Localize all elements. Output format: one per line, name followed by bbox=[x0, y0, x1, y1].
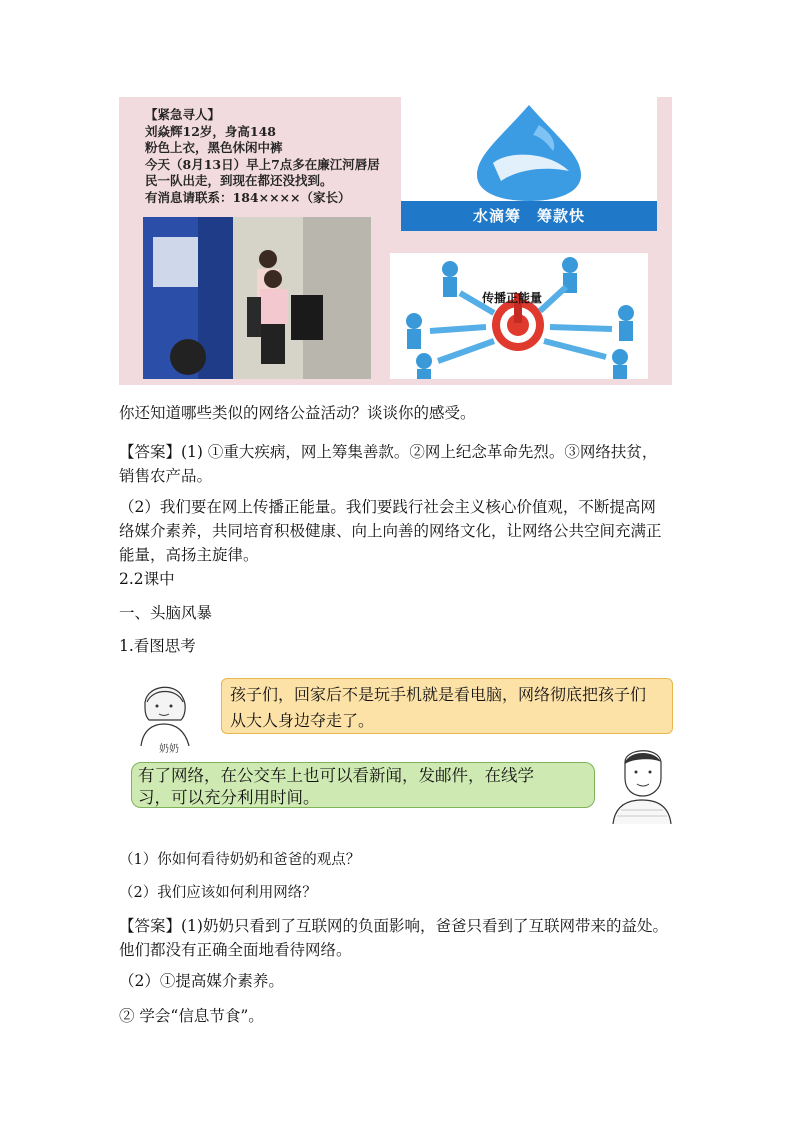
father-speech-bubble bbox=[131, 762, 595, 808]
question-intro: 你还知道哪些类似的网络公益活动？谈谈你的感受。 bbox=[119, 404, 476, 422]
notice-line: 民一队出走，到现在都还没找到。 bbox=[145, 173, 333, 188]
notice-line: 【紧急寻人】 bbox=[145, 107, 221, 122]
bubble-line: 从大人身边夺走了。 bbox=[230, 711, 375, 730]
shuidichou-logo bbox=[401, 97, 657, 231]
bubble-line: 孩子们，回家后不是玩手机就是看电脑，网络彻底把孩子们 bbox=[230, 685, 647, 704]
grandma-illustration bbox=[131, 676, 201, 746]
cartoon-dialogue bbox=[119, 668, 674, 828]
answer-2-line: 他们都没有正确全面地看待网络。 bbox=[119, 941, 352, 959]
bubble-line: 有了网络，在公交车上也可以看新闻，发邮件，在线学 bbox=[138, 766, 534, 785]
answer-1b-line: 能量，高扬主旋律。 bbox=[119, 546, 259, 564]
question-1: （1）你如何看待奶奶和爸爸的观点？ bbox=[119, 852, 361, 868]
father-illustration bbox=[611, 744, 673, 824]
positive-energy-graphic bbox=[390, 253, 648, 379]
section-heading-brainstorm: 一、头脑风暴 bbox=[119, 604, 213, 622]
answer-1-line: 【答案】(1) ①重大疾病，网上筹集善款。②网上纪念革命先烈。③网络扶贫， bbox=[119, 443, 658, 461]
positive-energy-label: 传播正能量 bbox=[482, 291, 543, 305]
answer-1b-line: （2）我们要在网上传播正能量。我们要践行社会主义核心价值观，不断提高网 bbox=[119, 498, 656, 516]
notice-line: 今天（8月13日）早上7点多在廉江河唇居 bbox=[145, 156, 380, 172]
answer-1b bbox=[119, 495, 679, 567]
notice-line: 刘焱辉12岁，身高148 bbox=[145, 123, 276, 139]
answer-2c: ② 学会“信息节食”。 bbox=[119, 1007, 264, 1025]
question-2: （2）我们应该如何利用网络？ bbox=[119, 885, 317, 901]
shuidichou-label: 水滴筹 筹款快 bbox=[401, 201, 657, 231]
notice-line: 有消息请联系：184××××（家长） bbox=[145, 189, 351, 205]
section-heading-look-think: 1.看图思考 bbox=[119, 637, 196, 655]
positive-energy-drawing bbox=[390, 253, 648, 379]
notice-line: 粉色上衣，黑色休闲中裤 bbox=[145, 140, 283, 155]
image-collage bbox=[119, 97, 672, 385]
answer-1b-line: 络媒介素养，共同培育积极健康、向上向善的网络文化，让网络公共空间充满正 bbox=[119, 522, 662, 540]
answer-1-line: 销售农产品。 bbox=[119, 467, 213, 485]
water-drop-icon bbox=[401, 97, 657, 201]
answer-2b: （2）①提高媒介素养。 bbox=[119, 972, 284, 990]
answer-2 bbox=[119, 914, 679, 962]
surveillance-photo-drawing bbox=[143, 217, 371, 379]
missing-person-notice bbox=[145, 107, 380, 206]
section-heading-2-2: 2.2课中 bbox=[119, 570, 175, 588]
grandma-label: 奶奶 bbox=[159, 744, 179, 755]
surveillance-photo bbox=[143, 217, 371, 379]
grandma-speech-bubble bbox=[221, 678, 673, 734]
answer-2-line: 【答案】(1)奶奶只看到了互联网的负面影响，爸爸只看到了互联网带来的益处。 bbox=[119, 917, 668, 935]
answer-1 bbox=[119, 440, 679, 488]
bubble-line: 习，可以充分利用时间。 bbox=[138, 788, 320, 807]
